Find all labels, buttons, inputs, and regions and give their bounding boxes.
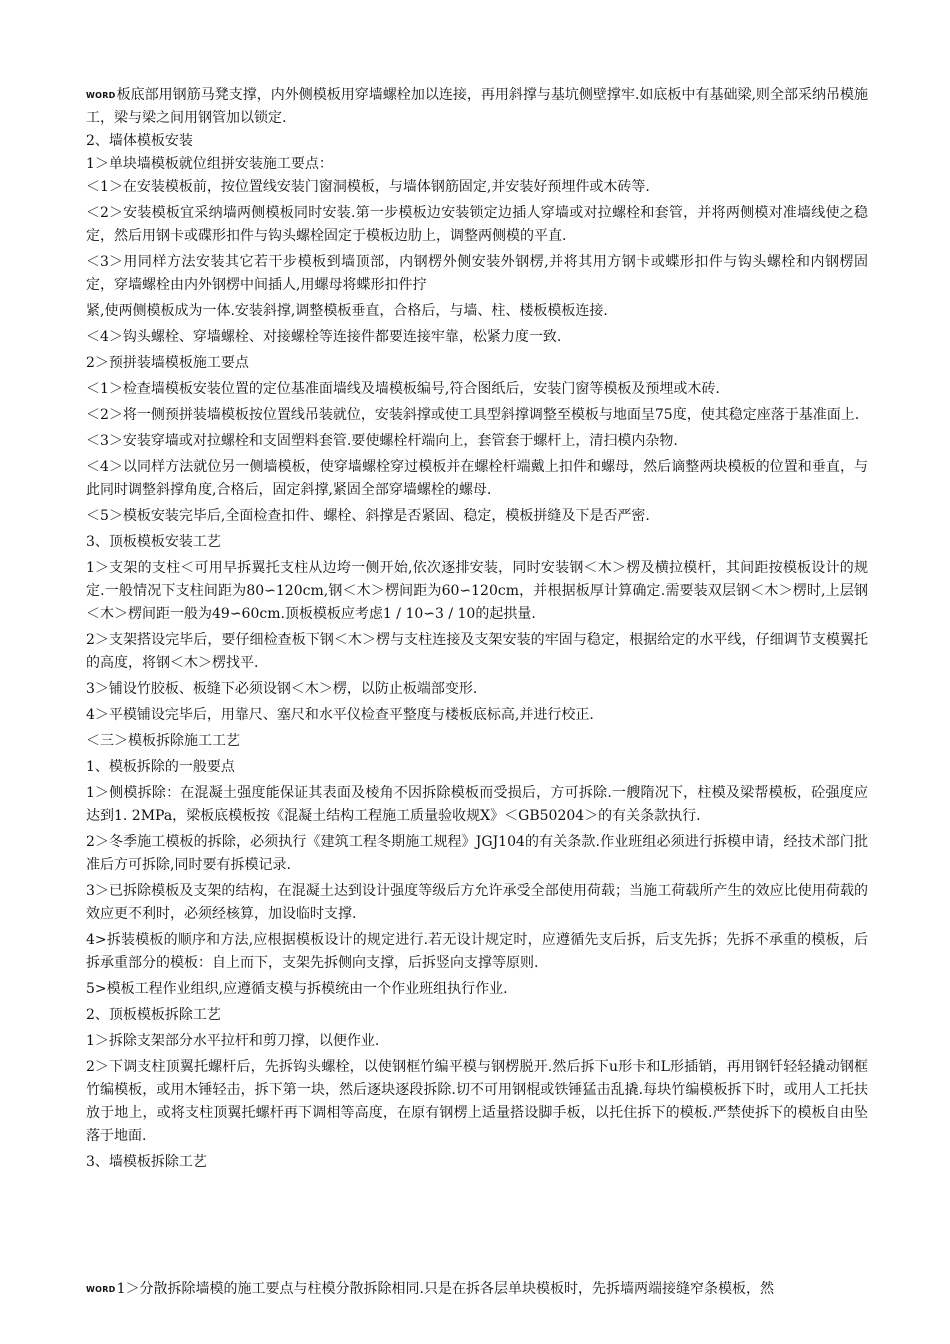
paragraph-11: ＜3＞安装穿墙或对拉螺栓和支固塑料套管.要使螺栓杆端向上，套管套于螺杆上，清扫模内杂物. — [86, 433, 678, 449]
subheading-wall-removal: 3、墙模板拆除工艺 — [86, 1154, 207, 1170]
word-tag: WORD — [86, 91, 116, 100]
paragraph-0-text: 板底部用钢筋马凳支撑，内外侧模板用穿墙螺栓加以连接，再用斜撑与基坑侧壁撑牢.如底板中有基础梁,则全部采纳吊模施工，梁与梁之间用钢管加以锁定. — [86, 87, 868, 126]
subheading-single-wall: 1＞单块墙模板就位组拼安装施工要点： — [86, 156, 333, 172]
section-heading-roof-install: 3、顶板模板安装工艺 — [86, 534, 221, 550]
paragraph-28: 2＞下调支柱顶翼托螺杆后，先拆钩头螺栓，以使钢框竹编平模与钢楞脱开.然后拆下u形卡和L形插销，再用钢钎轻轻撬动钢框竹编模板，或用木锤轻击，拆下第一块，然后逐块逐段拆除.切不可用钢棍或铁锤猛击乱撬.每块竹编模板拆下时，或用人工托扶放于地上，或将支柱顶翼托螺杆再下调相等高度，在原有钢楞上适量搭设脚手板，以托住拆下的模板.严禁使拆下的模板自由坠落于地面. — [86, 1059, 868, 1144]
paragraph-15: 1＞支架的支柱＜可用早拆翼托支柱从边垮一侧开始,依次逐排安装，同时安装钢＜木＞楞及横拉模杆，其间距按模板设计的规定.一般情况下支柱间距为80∽120cm,钢＜木＞楞间距为60∽120cm，并根据板厚计算确定.需要装双层钢＜木＞楞时,上层钢＜木＞楞间距一般为49∽60cm.顶板模板应考虑1 / 10∽3 / 10的起拱量. — [86, 560, 868, 622]
paragraph-5: ＜3＞用同样方法安装其它若干步模板到墙顶部，内钢楞外侧安装外钢楞,并将其用方钢卡或蝶形扣件与钩头螺栓和内钢楞固定，穿墙螺栓由内外钢楞中间插人,用螺母将蝶形扣件拧 — [86, 254, 868, 293]
paragraph-0 — [86, 84, 868, 130]
paragraph-10: ＜2＞将一侧预拼装墙模板按位置线吊装就位，安装斜撑或使工具型斜撑调整至模板与地面呈75度，使其稳定座落于基准面上. — [86, 407, 860, 423]
paragraph-18: 4＞平模铺设完毕后，用靠尺、塞尺和水平仪检查平整度与楼板底标高,并进行校正. — [86, 707, 594, 723]
section-heading-wall-install: 2、墙体模板安装 — [86, 133, 193, 149]
word-tag-bottom: WORD — [86, 1285, 116, 1294]
paragraph-13: ＜5＞模板安装完毕后,全面检查扣件、螺栓、斜撑是否紧固、稳定，模板拼缝及下是否严密. — [86, 508, 650, 524]
paragraph-22: 2＞冬季施工模板的拆除，必须执行《建筑工程冬期施工规程》JGJ104的有关条款.作业班组必须进行拆模申请，经技术部门批准后方可拆除,同时要有拆模记录. — [86, 834, 868, 873]
paragraph-17: 3＞铺设竹胶板、板缝下必须设钢＜木＞楞，以防止板端部变形. — [86, 681, 478, 697]
paragraph-7: ＜4＞钩头螺栓、穿墙螺栓、对接螺栓等连接件都要连接牢靠，松紧力度一致. — [86, 329, 562, 345]
paragraph-16: 2＞支架搭设完毕后，要仔细检查板下钢＜木＞楞与支柱连接及支架安装的牢固与稳定，根据给定的水平线，仔细调节支模翼托的高度，将钢＜木＞楞找平. — [86, 632, 868, 671]
paragraph-9: ＜1＞检查墙模板安装位置的定位基准面墙线及墙模板编号,符合图纸后，安装门窗等模板及预埋或木砖. — [86, 381, 720, 397]
subheading-roof-removal: 2、顶板模板拆除工艺 — [86, 1007, 221, 1023]
paragraph-4: ＜2＞安装模板宜采纳墙两侧模板同时安装.第一步模板边安装锁定边插人穿墙或对拉螺栓和套管，并将两侧模对准墙线使之稳定，然后用钢卡或碟形扣件与钩头螺栓固定于模板边肋上，调整两侧模的平直. — [86, 205, 868, 244]
paragraph-24: 4>拆装模板的顺序和方法,应根据模板设计的规定进行.若无设计规定时，应遵循先支后拆，后支先拆；先拆不承重的模板，后拆承重部分的模板：自上而下，支架先拆侧向支撑，后拆竖向支撑等原则. — [86, 932, 868, 971]
paragraph-12: ＜4＞以同样方法就位另一侧墙模板，使穿墙螺栓穿过模板并在螺栓杆端戴上扣件和螺母，然后谪整两块模板的位置和垂直，与此同时调整斜撑角度,合格后，固定斜撑,紧固全部穿墙螺栓的螺母. — [86, 459, 868, 498]
section-heading-removal: ＜三＞模板拆除施工工艺 — [86, 733, 240, 749]
subheading-prefab-wall: 2＞预拼装墙模板施工要点 — [86, 355, 249, 371]
document-body — [86, 84, 868, 1174]
paragraph-21: 1＞侧模拆除：在混凝土强度能保证其表面及棱角不因拆除模板而受损后，方可拆除.一艘隋况下，柱模及梁帮模板，砼强度应达到1. 2MPa，梁板底模板按《混凝土结构工程施工质量验收规Ⅹ》＜GB50204＞的有关条款执行. — [86, 785, 868, 824]
footer-text: 1＞分散拆除墙模的施工要点与柱模分散拆除相同.只是在拆各层单块模板时，先拆墙两端接缝窄条模板，然 — [116, 1281, 774, 1297]
paragraph-25: 5>模板工程作业组织,应遵循支模与拆模统由一个作业班组执行作业. — [86, 981, 508, 997]
subheading-removal-general: 1、模板拆除的一般要点 — [86, 759, 235, 775]
paragraph-23: 3＞已拆除模板及支架的结构，在混凝土达到设计强度等级后方允许承受全部使用荷载；当施工荷载所产生的效应比使用荷载的效应更不利时，必须经核算，加设临时支撑. — [86, 883, 868, 922]
page-bottom-line — [86, 1278, 868, 1301]
paragraph-3: ＜1＞在安装模板前，按位置线安装门窗洞模板，与墙体钢筋固定,并安装好预埋件或木砖等. — [86, 179, 650, 195]
paragraph-27: 1＞拆除支架部分水平拉杆和剪刀撑，以便作业. — [86, 1033, 380, 1049]
paragraph-6: 紧,使两侧模板成为一体.安装斜撑,调整模板垂直，合格后，与墙、柱、楼板模板连接. — [86, 303, 608, 319]
